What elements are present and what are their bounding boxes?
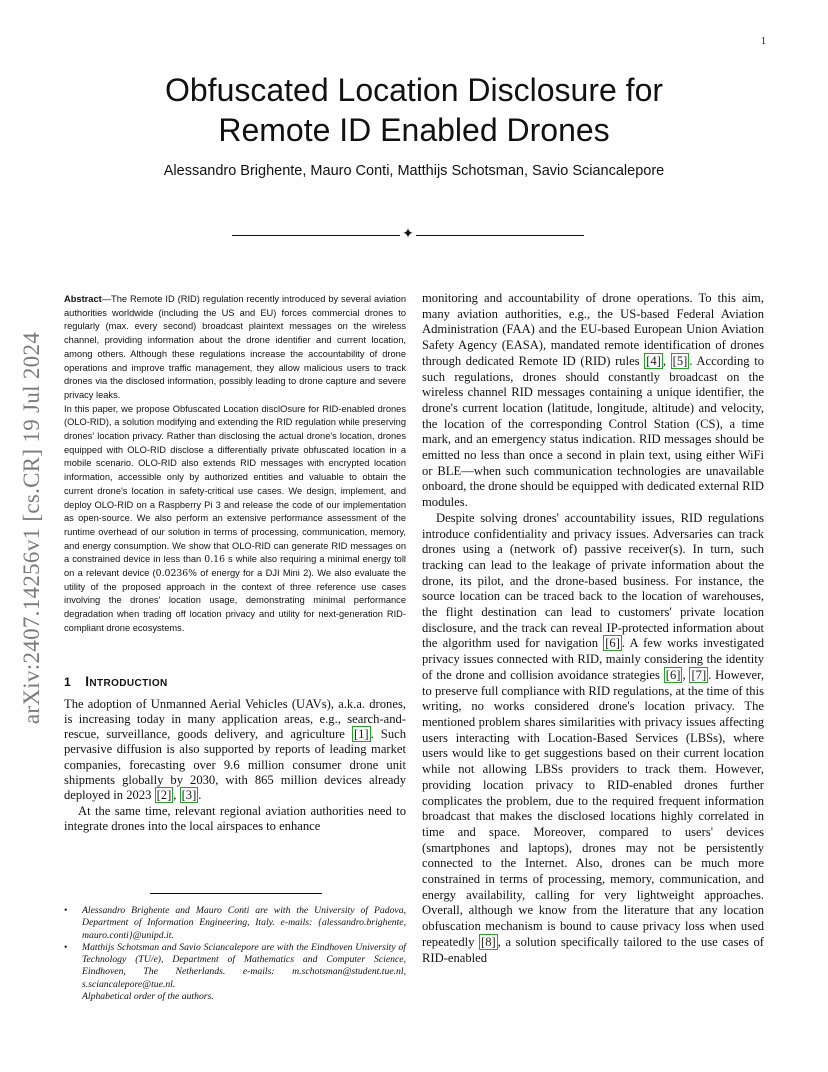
energy-value: 0.0236%	[155, 568, 198, 580]
bullet-icon: •	[64, 905, 68, 916]
citation-link[interactable]: [8]	[481, 934, 496, 949]
arxiv-sidebar	[12, 298, 52, 758]
abstract-paragraph-2: In this paper, we propose Obfuscated Location disclOsure for RID-enabled drones (OLO-RID), a solution modifying and extending the RID regulation while preserving drones' location privacy. Rather than disclosing the actual drone's location, drones equipped with OLO-RID disclose a differentially private obfuscated location in a mobile scenario. OLO-RID also extends RID messages with encrypted location information, accessible only by authorized entities and valuable to obtain the current drone's location in safety-critical use cases. We design, implement, and deploy OLO-RID on a Raspberry Pi 3 and release the code of our implementation as open-source. We also perform an extensive performance assessment of the runtime overhead of our solution in terms of processing, communication, memory, and energy consumption. We show that OLO-RID can generate RID messages on a constrained device in less than 0.16 s while also requiring a minimal energy toll on a relevant device (0.0236% of energy for a DJI Mini 2). We also evaluate the utility of the proposed approach in the context of three reference use cases involving the drones' location usage, demonstrating minimal performance degradation when trading off location privacy and utility for next-generation RID-compliant drone ecosystems.	[64, 403, 406, 633]
citation-link[interactable]: [4]	[646, 353, 661, 368]
author-list: Alessandro Brighente, Mauro Conti, Matthijs Schotsman, Savio Sciancalepore	[163, 163, 665, 179]
citation-link[interactable]: [2]	[156, 788, 172, 803]
footnotes	[64, 905, 406, 1003]
title-divider	[232, 226, 584, 243]
intro-right-paragraph-1: monitoring and accountability of drone operations. To this aim, many aviation authorities, e.g., the US-based Federal Aviation Administration (FAA) and the EU-based European Union Aviation Safety Agency (EASA), mandated remote identification of drones through dedicated Remote ID (RID) rules [4] , [5] . According to such regulations, drones should constantly broadcast on the wireless channel RID messages containing a unique identifier, the drone's current location (latitude, longitude, altitude) and velocity, the location of the corresponding Control Station (CS), a time mark, and an emergency status indication. RID messages should be emitted no less than once a second in plain text, using either WiFi or BLE—when such communication technologies are unavailable onboard, the drone should be equipped with dedicated external RID modules.	[422, 291, 764, 510]
citation-link[interactable]: [1]	[353, 727, 369, 742]
divider-star-icon: ✦	[402, 226, 414, 242]
abstract-paragraph-1: Abstract—The Remote ID (RID) regulation recently introduced by several aviation authorities worldwide (including the US and EU) forces commercial drones to regularly (max. every second) broadcast plaintext messages on the wireless channel, providing information about the drone identifier and current location, among others. Although these regulations increase the accountability of drone operations and improve traffic management, they allow malicious users to track drones via the disclosed information, possibly leading to drone capture and severe privacy leaks.	[64, 294, 406, 400]
divider-line-left	[232, 235, 400, 236]
arxiv-identifier: arXiv:2407.14256v1 [cs.CR] 19 Jul 2024	[19, 331, 44, 725]
intro-left-text	[64, 697, 406, 835]
footnote-2: • Matthijs Schotsman and Savio Sciancalepore are with the Eindhoven University of Technology (TU/e), Department of Mathematics and Computer Science, Eindhoven, The Netherlands. e-mails: m.schotsman@student.tue.nl, s.sciancalepore@tue.nl.	[64, 941, 406, 990]
divider-line-right	[416, 235, 584, 236]
runtime-value: 0.16	[204, 554, 225, 566]
abstract	[64, 293, 406, 636]
right-column	[422, 291, 764, 966]
title-line-2: Remote ID Enabled Drones	[218, 112, 610, 148]
bullet-icon: •	[64, 941, 68, 953]
section-heading-introduction: 1 INTRODUCTION	[64, 673, 168, 689]
intro-right-paragraph-2: Despite solving drones' accountability issues, RID regulations introduce confidentiality and privacy issues. Adversaries can track drones using a (network of) passive receiver(s). In turn, such tracking can lead to the leakage of private information about the drone, its pilot, and the drone-based business. For instance, the source location can be traced back to the location of warehouses, the flight destination can lead to customers' private location disclosure, and the track can reveal IP-protected information about the algorithm used for navigation [6] . A few works investigated privacy issues connected with RID, mainly considering the identity of the drone and collision avoidance strategies [6] , [7] . However, to preserve full compliance with RID regulations, at the time of this writing, no works considered drone's location privacy. The mentioned problem shares similarities with privacy issues affecting users interacting with Location-Based Services (LBSs), where users would like to get suggestions based on their current location while not allowing LBSs providers to track them. However, providing location privacy to RID-enabled drones further complicates the problem, due to the required frequent information broadcast that makes the disclosed locations highly correlated in time and space. Moreover, compared to users' devices (smartphones and laptops), drones may not be persistently connected to the Internet. Also, drones can be much more constrained in terms of processing, memory, communication, and energy availability, calling for very lightweight approaches. Overall, although we know from the literature that any location obfuscation mechanism is bound to cause privacy loss when used repeatedly [8] , a solution specifically tailored to the use cases of RID-enabled	[422, 510, 764, 965]
section-number: 1	[64, 674, 72, 689]
citation-link[interactable]: [6]	[605, 636, 620, 651]
paper-title	[0, 70, 828, 150]
footnote-note: Alphabetical order of the authors.	[82, 991, 214, 1003]
citation-link[interactable]: [5]	[672, 353, 688, 368]
intro-paragraph-1: The adoption of Unmanned Aerial Vehicles (UAVs), a.k.a. drones, is increasing today in many application areas, e.g., search-and-rescue, surveillance, goods delivery, and agriculture [1] . Such pervasive diffusion is also supported by reports of leading market companies, forecasting over 9.6 million consumer drone unit shipments globally by 2030, with 865 million devices already deployed in 2023 [2] , [3] .	[64, 696, 406, 803]
intro-paragraph-2: At the same time, relevant regional aviation authorities need to integrate drones into the local airspaces to enhance	[64, 803, 406, 833]
left-column	[64, 293, 406, 834]
footnote-1: • Alessandro Brighente and Mauro Conti are with the University of Padova, Department of Information Engineering, Italy. e-mails: {alessandro.brighente, mauro.conti}@unipd.it.	[64, 905, 406, 941]
abstract-label: Abstract	[64, 294, 102, 304]
citation-link[interactable]: [7]	[691, 667, 707, 682]
page-number: 1	[761, 36, 766, 47]
title-line-1: Obfuscated Location Disclosure for	[164, 72, 664, 108]
citation-link[interactable]: [6]	[665, 667, 681, 682]
citation-link[interactable]: [3]	[181, 788, 197, 803]
footnote-rule	[150, 893, 322, 894]
